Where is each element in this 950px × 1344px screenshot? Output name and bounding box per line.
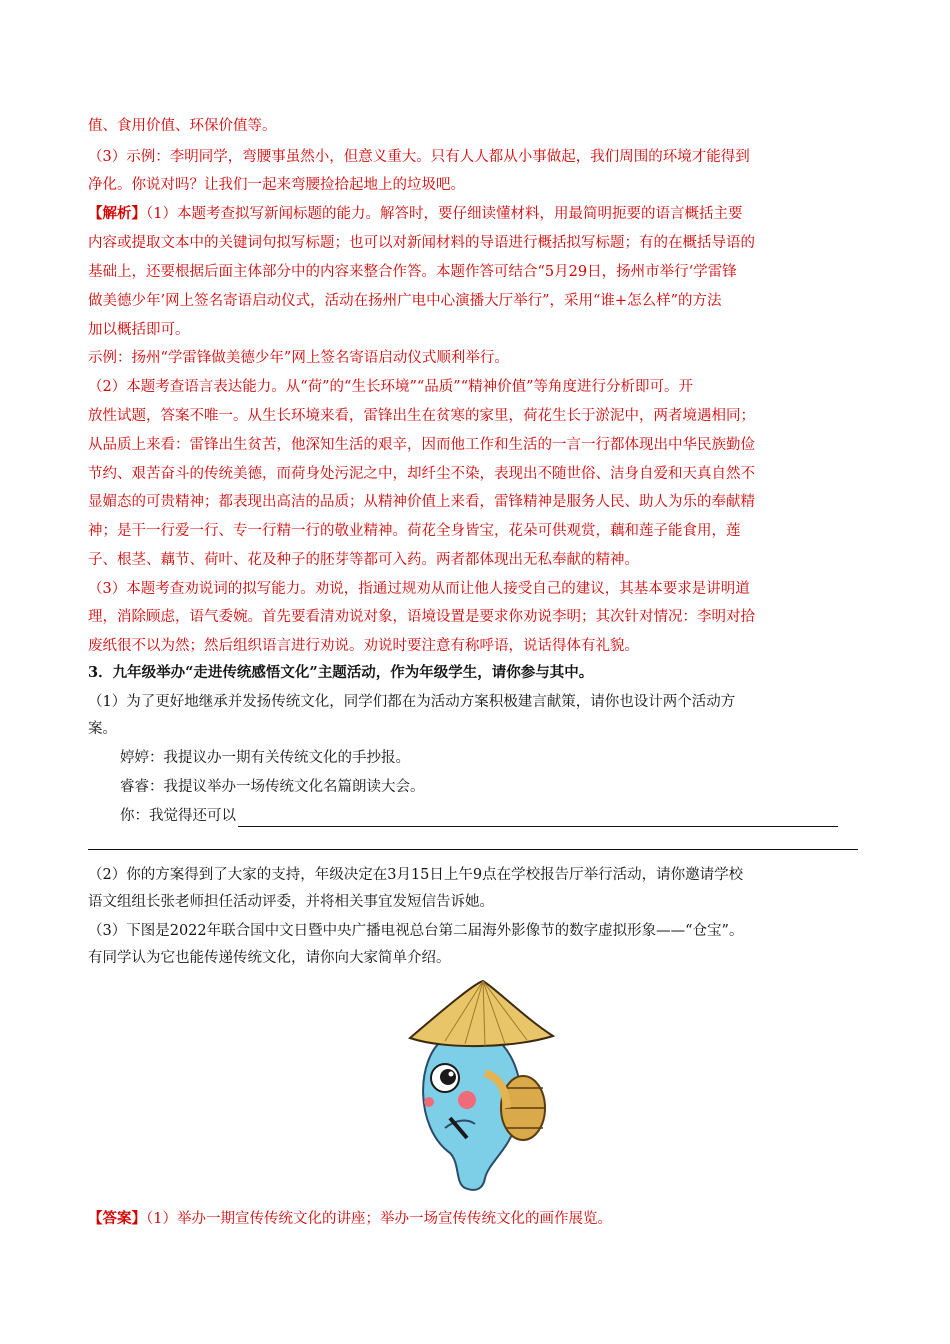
analysis-line: 示例：扬州“学雷锋做美德少年”网上签名寄语启动仪式顺利举行。 (88, 350, 509, 366)
answer-line: 值、食用价值、环保价值等。 (88, 118, 277, 134)
answer-line: （3）示例：李明同学，弯腰事虽然小，但意义重大。只有人人都从小事做起，我们周围的环境才能得到 (88, 149, 750, 165)
analysis-line: 从品质上来看：雷锋出生贫苦，他深知生活的艰辛，因而他工作和生活的一言一行都体现出中华民族勤俭 (88, 437, 755, 453)
analysis-line: 子、根茎、藕节、荷叶、花及种子的胚芽等都可入药。两者都体现出无私奉献的精神。 (88, 552, 639, 568)
analysis-line: 显媚态的可贵精神；都表现出高洁的品质；从精神价值上来看，雷锋精神是服务人民、助人为乐的奉献精 (88, 494, 755, 510)
question-text: 案。 (88, 721, 117, 737)
mascot-pupil-shine (449, 1072, 454, 1077)
analysis-line: 废纸很不以为然；然后组织语言进行劝说。劝说时要注意有称呼语，说话得体有礼貌。 (88, 638, 639, 654)
analysis-line: 放性试题，答案不唯一。从生长环境来看，雷锋出生在贫寒的家里，荷花生长于淤泥中，两者境遇相同； (88, 408, 755, 424)
dialogue-you-label: 你：我觉得还可以 (120, 808, 236, 824)
analysis-line: 加以概括即可。 (88, 322, 190, 338)
dialogue-ruirui: 睿睿：我提议举办一场传统文化名篇朗读大会。 (120, 779, 425, 795)
question-title: 3．九年级举办“走进传统感悟文化”主题活动，作为年级学生，请你参与其中。 (88, 664, 594, 681)
analysis-line: 基础上，还要根据后面主体部分中的内容来整合作答。本题作答可结合“5月29日，扬州市举行‘学雷锋 (88, 264, 737, 280)
analysis-line: 做美德少年’网上签名寄语启动仪式，活动在扬州广电中心演播大厅举行”，采用“谁+怎么样”的方法 (88, 293, 722, 309)
mascot-hat (410, 981, 553, 1046)
analysis-line: 内容或提取文本中的关键词句拟写标题；也可以对新闻材料的导语进行概括拟写标题；有的在概括导语的 (88, 235, 755, 251)
analysis-line: 神；是干一行爱一行、专一行精一行的敬业精神。荷花全身皆宝，花朵可供观赏，藕和莲子能食用，莲 (88, 523, 741, 539)
analysis-text: （1）本题考查拟写新闻标题的能力。解答时，要仔细读懂材料，用最简明扼要的语言概括主要 (146, 206, 743, 222)
analysis-line (88, 203, 868, 225)
cangbao-mascot-image (405, 978, 555, 1198)
answer-blank[interactable] (238, 810, 838, 827)
question-text: 语文组组长张老师担任活动评委，并将相关事宜发短信告诉她。 (88, 894, 494, 910)
analysis-line: 节约、艰苦奋斗的传统美德，而荷身处污泥之中，却纤尘不染，表现出不随世俗、洁身自爱和天真自然不 (88, 466, 755, 482)
mascot-cheek (458, 1091, 476, 1109)
answer-blank-line[interactable] (88, 849, 858, 850)
analysis-line: （2）本题考查语言表达能力。从“荷”的“生长环境”“品质”“精神价值”等角度进行分析即可。开 (88, 379, 694, 395)
question-text: （3）下图是2022年联合国中文日暨中央广播电视总台第二届海外影像节的数字虚拟形象——“仓宝”。 (88, 923, 744, 939)
question-text: （1）为了更好地继承并发扬传统文化，同学们都在为活动方案积极建言献策，请你也设计两个活动方 (88, 694, 736, 710)
analysis-line: 理，消除顾虑，语气委婉。首先要看清劝说对象，语境设置是要求你劝说李明；其次针对情况：李明对拾 (88, 609, 755, 625)
question-text: 有同学认为它也能传递传统文化，请你向大家简单介绍。 (88, 950, 451, 966)
dialogue-you (120, 805, 900, 827)
dialogue-tingting: 婷婷：我提议办一期有关传统文化的手抄报。 (120, 750, 410, 766)
question-text: （2）你的方案得到了大家的支持，年级决定在3月15日上午9点在学校报告厅举行活动，请你邀请学校 (88, 867, 744, 883)
analysis-tag: 【解析】 (88, 205, 146, 222)
mascot-cheek (424, 1097, 434, 1107)
answer-text: （1）举办一期宣传传统文化的讲座；举办一场宣传传统文化的画作展览。 (146, 1211, 612, 1227)
mascot-pupil (440, 1069, 456, 1085)
analysis-line: （3）本题考查劝说词的拟写能力。劝说，指通过规劝从而让他人接受自己的建议，其基本要求是讲明道 (88, 581, 750, 597)
answer-tag: 【答案】 (88, 1210, 146, 1227)
answer-line (88, 1208, 868, 1230)
answer-line: 净化。你说对吗？让我们一起来弯腰捡拾起地上的垃圾吧。 (88, 177, 465, 193)
